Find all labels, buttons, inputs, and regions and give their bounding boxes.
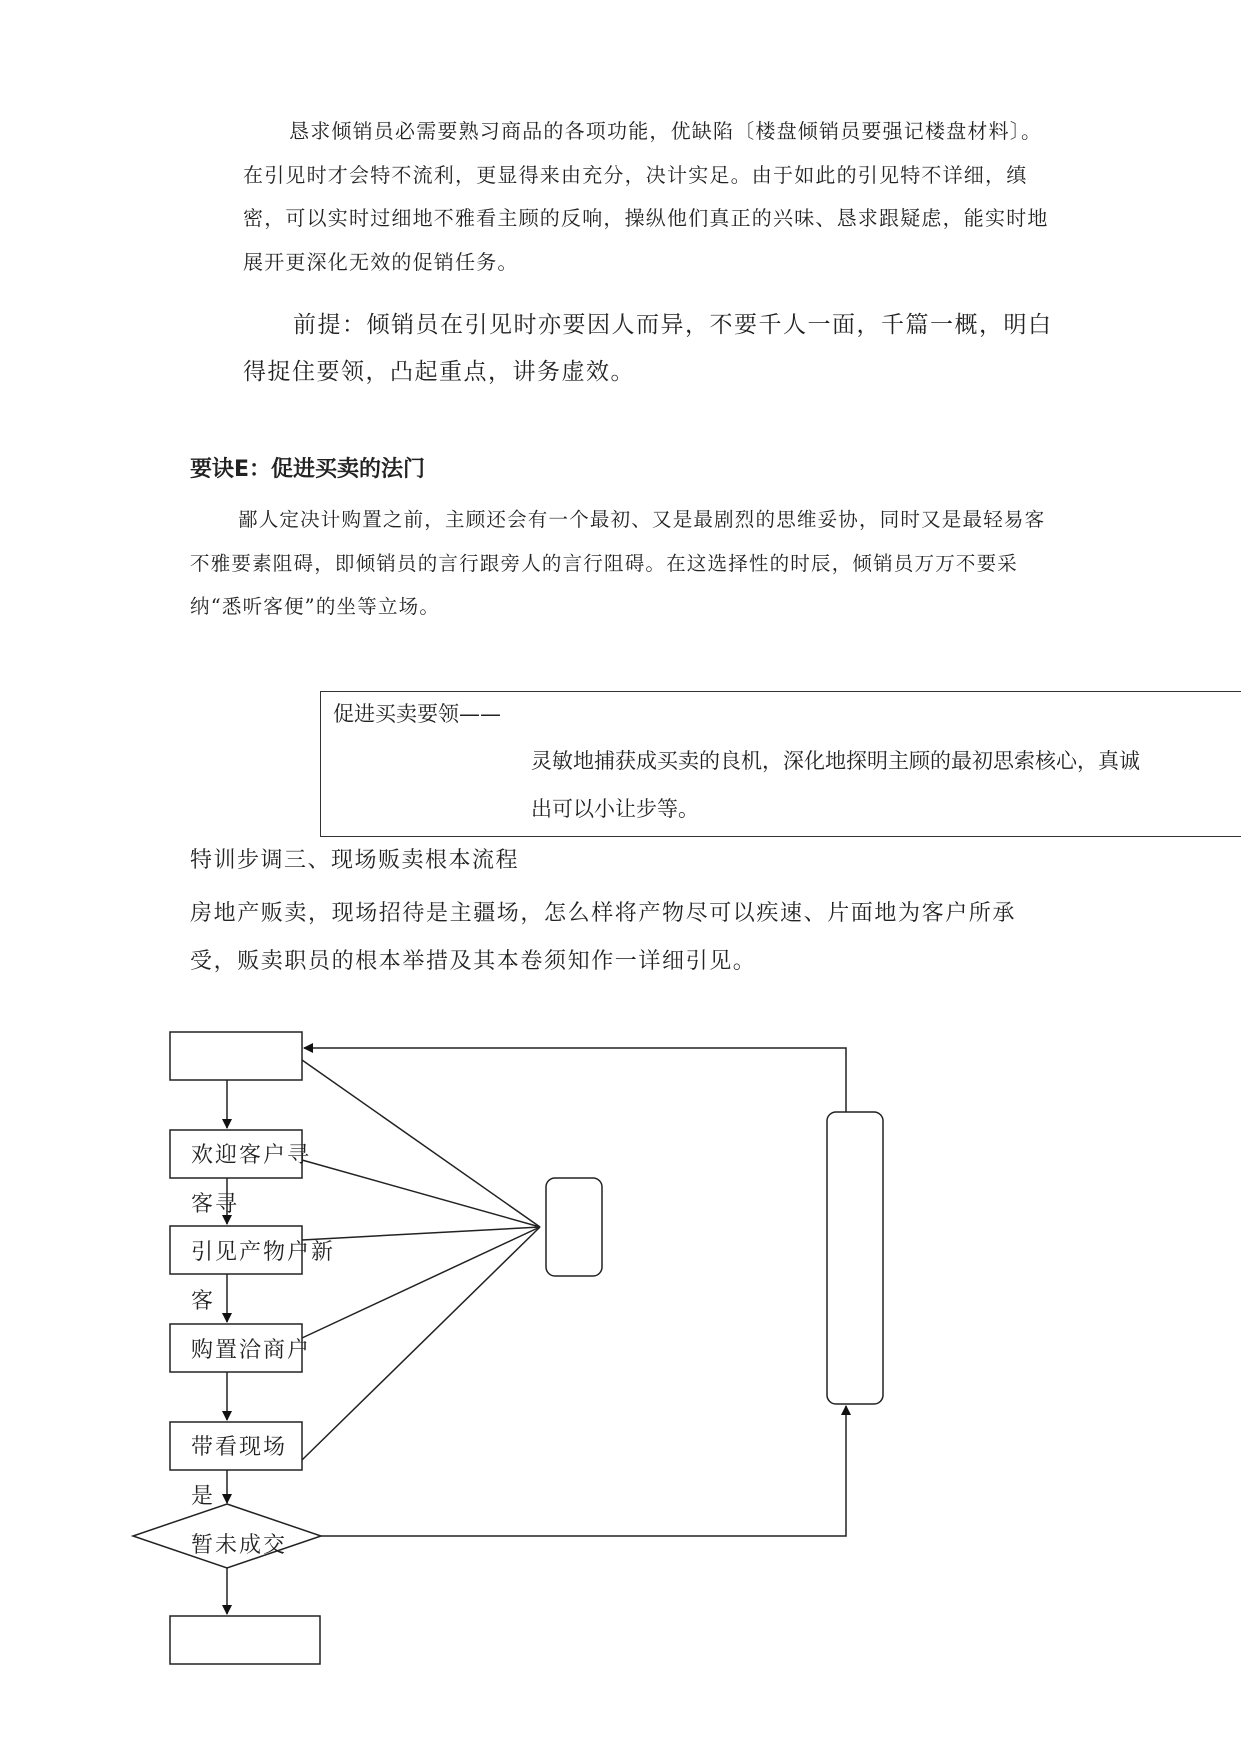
section-heading: 要诀E：促进买卖的法门 [190, 457, 426, 482]
flow-label-yes: 是 [191, 1484, 216, 1509]
callout-line-2: 出可以小让步等。 [531, 797, 699, 821]
flow-arrow [304, 1048, 846, 1112]
paragraph-premise: 前提：倾销员在引见时亦要因人而异，不要千人一面，千篇一概，明白得捉住要领，凸起重点，讲务虚效。 [243, 312, 1053, 385]
flow-label-intro: 引见产物户新 [191, 1240, 336, 1265]
flow-label-visit: 带看现场 [191, 1435, 288, 1460]
flow-label-intro-wrap: 客 [191, 1289, 216, 1314]
paragraph-sales-intro: 房地产贩卖，现场招待是主疆场，怎么样将产物尽可以疾速、片面地为客户所承受，贩卖职员的根本举措及其本卷须知作一详细引见。 [190, 901, 1017, 974]
callout-line-1: 灵敏地捕获成买卖的良机，深化地探明主顾的最初思索核心，真诚 [531, 749, 1140, 773]
flow-connector [302, 1227, 540, 1240]
flow-label-decision: 暂未成交 [191, 1533, 288, 1558]
flow-label-welcome-wrap: 客寻 [191, 1192, 240, 1217]
flow-connector [302, 1160, 540, 1227]
flow-connector [302, 1227, 540, 1338]
step-title: 特训步调三、现场贩卖根本流程 [190, 848, 520, 873]
flow-label-negotiate: 购置洽商户 [191, 1338, 312, 1363]
flow-side-box-tall [827, 1112, 883, 1404]
paragraph-product-knowledge: 恳求倾销员必需要熟习商品的各项功能，优缺陷〔楼盘倾销员要强记楼盘材料〕。在引见时才会特不流利，更显得来由充分，决计实足。由于如此的引见特不详细，缜密，可以实时过细地不雅看主顾的反响，操纵他们真正的兴味、恳求跟疑虑，能实时地展开更深化无效的促销任务。 [243, 119, 1049, 274]
flow-arrow [321, 1406, 846, 1536]
flow-connector [302, 1227, 540, 1460]
flow-box-top [170, 1032, 302, 1080]
paragraph-closing-deal: 鄙人定决计购置之前，主顾还会有一个最初、又是最剧烈的思维妥协，同时又是最轻易客不雅要素阻碍，即倾销员的言行跟旁人的言行阻碍。在这选择性的时辰，倾销员万万不要采纳“悉听客便”的坐等立场。 [190, 508, 1046, 618]
flow-connector [302, 1060, 540, 1227]
callout-title: 促进买卖要领—— [333, 702, 501, 726]
flow-label-welcome: 欢迎客户寻 [191, 1143, 312, 1168]
flow-box-end [170, 1616, 320, 1664]
flow-side-box-small [546, 1178, 602, 1276]
